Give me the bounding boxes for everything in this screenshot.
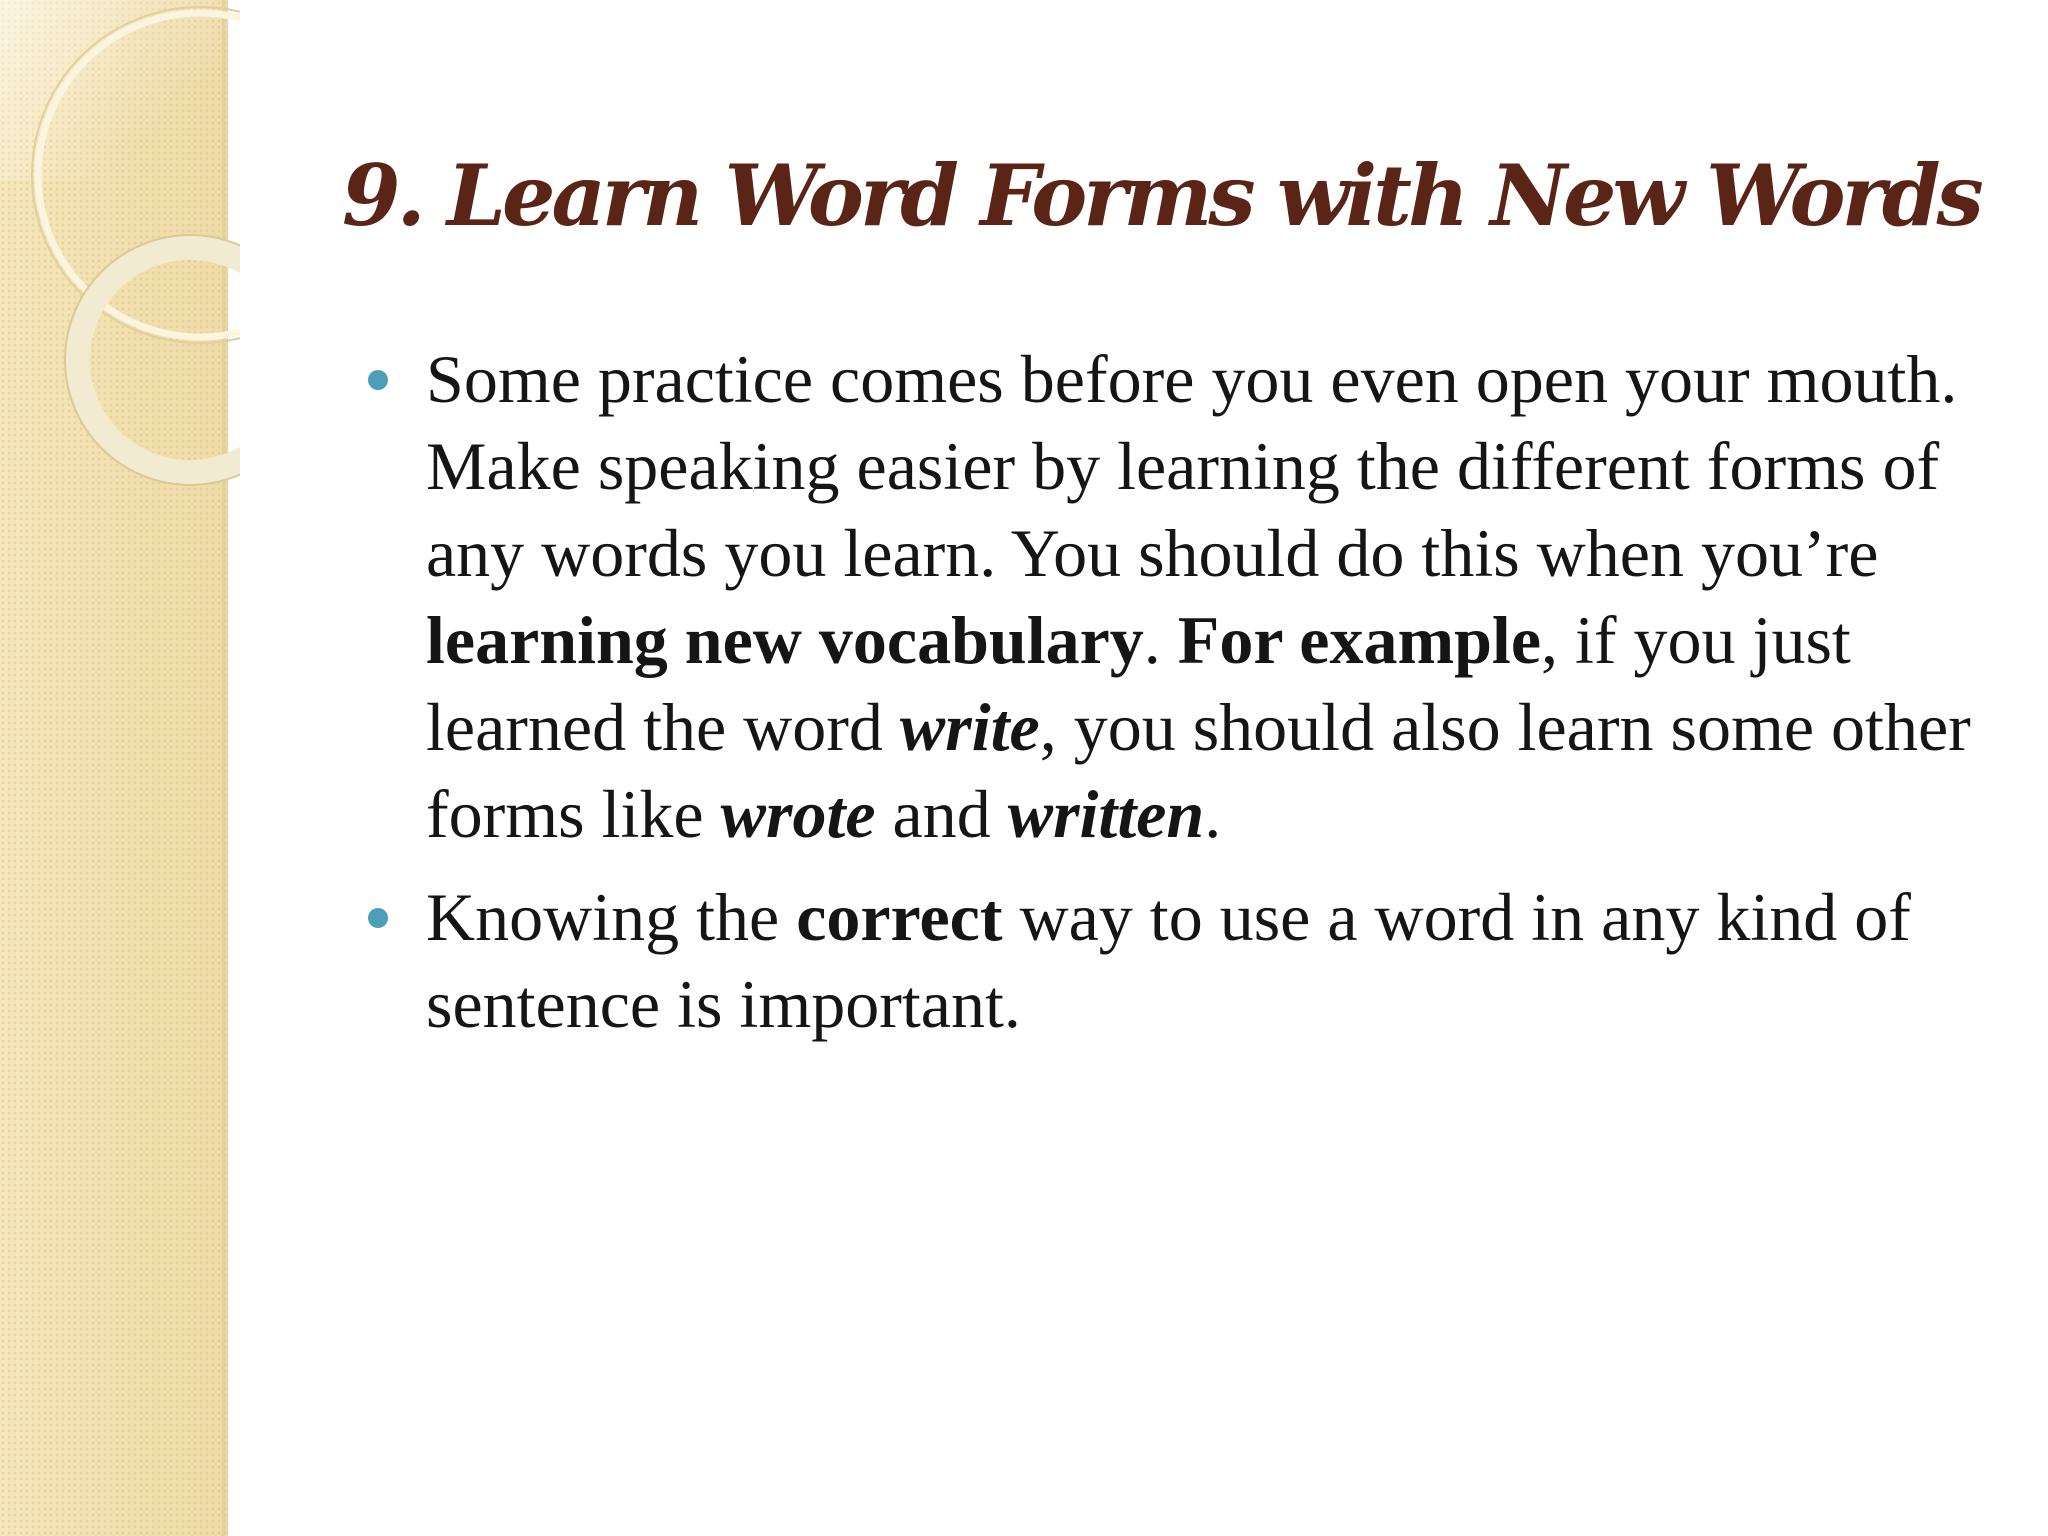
text-segment: . xyxy=(1204,776,1222,852)
bold-word-correct: correct xyxy=(796,879,1003,955)
bold-phrase-for-example: For example xyxy=(1177,602,1542,678)
bullet-item-word-forms xyxy=(340,336,2000,858)
bullet-list xyxy=(340,336,2000,1064)
text-segment: and xyxy=(875,776,1008,852)
emphasis-word-write: write xyxy=(899,689,1040,765)
text-segment: , you should also learn some other forms like xyxy=(426,689,1971,852)
emphasis-word-wrote: wrote xyxy=(720,776,876,852)
bullet-dot-icon xyxy=(368,370,388,390)
bold-phrase-learning-new-vocabulary: learning new vocabulary xyxy=(426,602,1144,678)
small-ring-shadow xyxy=(65,235,240,485)
bullet-dot-icon xyxy=(368,908,388,928)
decorative-rings xyxy=(0,0,240,520)
text-segment: Knowing the xyxy=(426,879,797,955)
small-ring xyxy=(78,248,240,472)
bullet-text xyxy=(426,341,1971,852)
bullet-text xyxy=(426,879,1911,1042)
slide-title: 9. Learn Word Forms with New Words xyxy=(342,146,1980,245)
text-segment: way to use a word in any kind of sentence is important. xyxy=(426,879,1911,1042)
text-segment: . xyxy=(1143,602,1178,678)
text-segment: , if you just learned the word xyxy=(426,602,1851,765)
text-segment: Some practice comes before you even open your mouth. Make speaking easier by learning the different forms of any words you learn. You should do this when you’re xyxy=(426,341,1958,591)
bullet-item-correct-usage xyxy=(340,874,2000,1048)
large-ring xyxy=(38,13,240,337)
emphasis-word-written: written xyxy=(1007,776,1205,852)
large-ring-shadow xyxy=(32,7,240,343)
